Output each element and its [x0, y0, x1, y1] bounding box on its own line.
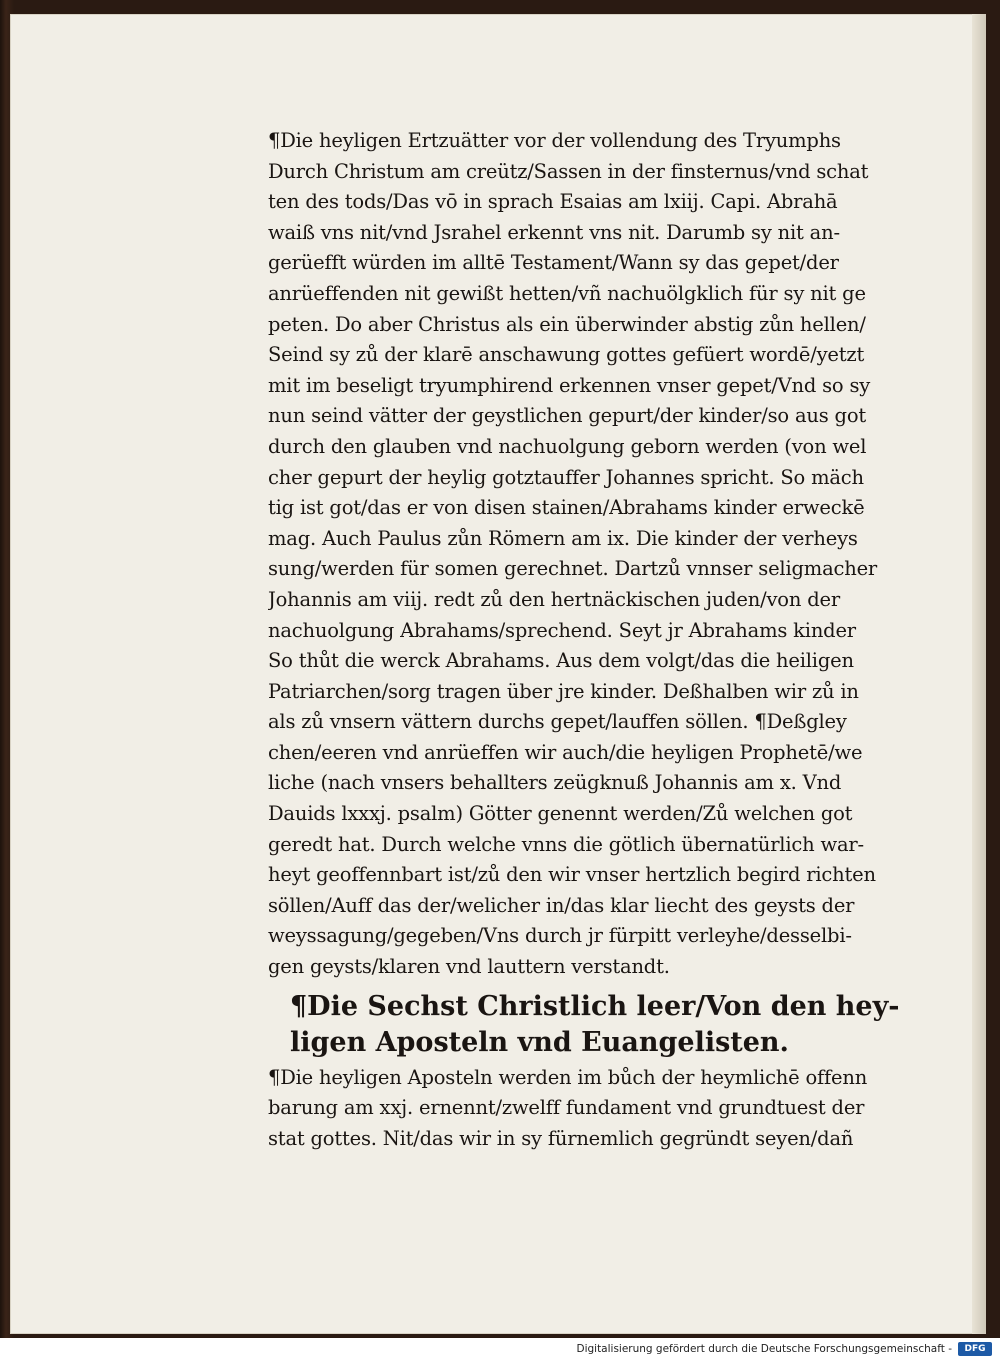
text-line: Dauids lxxxj. psalm) Götter genennt werden/Zů welchen got — [268, 802, 853, 826]
text-line: ¶Die heyligen Aposteln werden im bůch der heymlichē offenn — [268, 1065, 868, 1089]
heading-line: ligen Aposteln vnd Euangelisten. — [290, 1026, 789, 1058]
text-line: geredt hat. Durch welche vnns die götlich übernatürlich war- — [268, 832, 864, 856]
dfg-logo-icon: DFG — [958, 1342, 992, 1356]
book-page — [10, 14, 986, 1334]
text-line: waiß vns nit/vnd Jsrahel erkennt vns nit. Darumb sy nit an- — [268, 220, 840, 244]
text-line: Durch Christum am creütz/Sassen in der finsternus/vnd schat — [268, 159, 869, 183]
text-line: tig ist got/das er von disen stainen/Abrahams kinder erweckē — [268, 496, 865, 520]
text-line: gen geysts/klaren vnd lauttern verstandt. — [268, 955, 670, 979]
text-line: cher gepurt der heylig gotztauffer Johannes spricht. So mäch — [268, 465, 864, 489]
text-block — [268, 126, 958, 1154]
text-line: peten. Do aber Christus als ein überwinder abstig zůn hellen/ — [268, 312, 866, 336]
text-line: als zů vnsern vättern durchs gepet/lauffen söllen. ¶Deßgley — [268, 710, 847, 734]
paragraph-1 — [268, 126, 958, 983]
text-line: Seind sy zů der klarē anschawung gottes gefüert wordē/yetzt — [268, 343, 865, 367]
text-line: mag. Auch Paulus zůn Römern am ix. Die kinder der verheys — [268, 526, 858, 550]
text-line: Johannis am viij. redt zů den hertnäckischen juden/von der — [268, 587, 840, 611]
text-line: So thůt die werck Abrahams. Aus dem volgt/das die heiligen — [268, 649, 854, 673]
heading-line: ¶Die Sechst Christlich leer/Von den hey- — [290, 990, 900, 1022]
footer-bar — [0, 1338, 1000, 1362]
text-line: nachuolgung Abrahams/sprechend. Seyt jr Abrahams kinder — [268, 618, 856, 642]
page-edge — [972, 14, 986, 1334]
text-line: gerüefft würden im alltē Testament/Wann sy das gepet/der — [268, 251, 839, 275]
text-line: nun seind vätter der geystlichen gepurt/der kinder/so aus got — [268, 404, 867, 428]
section-heading — [290, 989, 958, 1061]
text-line: barung am xxj. ernennt/zwelff fundament vnd grundtuest der — [268, 1096, 865, 1120]
text-line: durch den glauben vnd nachuolgung geborn werden (von wel — [268, 434, 867, 458]
funding-credit: Digitalisierung gefördert durch die Deutsche Forschungsgemeinschaft - — [576, 1343, 952, 1355]
paragraph-2 — [268, 1063, 958, 1155]
text-line: heyt geoffennbart ist/zů den wir vnser hertzlich begird richten — [268, 863, 876, 887]
text-line: ten des tods/Das vō in sprach Esaias am lxiij. Capi. Abrahā — [268, 190, 838, 214]
text-line: stat gottes. Nit/das wir in sy fürnemlich gegründt seyen/dañ — [268, 1126, 854, 1150]
text-line: liche (nach vnsers behallters zeügknuß Johannis am x. Vnd — [268, 771, 842, 795]
text-line: sung/werden für somen gerechnet. Dartzů vnnser seligmacher — [268, 557, 878, 581]
text-line: anrüeffenden nit gewißt hetten/vñ nachuölgklich für sy nit ge — [268, 281, 866, 305]
text-line: söllen/Auff das der/welicher in/das klar liecht des geysts der — [268, 893, 855, 917]
text-line: ¶Die heyligen Ertzuätter vor der vollendung des Tryumphs — [268, 129, 841, 152]
text-line: mit im beseligt tryumphirend erkennen vnser gepet/Vnd so sy — [268, 373, 871, 397]
text-line: weyssagung/gegeben/Vns durch jr fürpitt verleyhe/desselbi- — [268, 924, 852, 948]
text-line: Patriarchen/sorg tragen über jre kinder. Deßhalben wir zů in — [268, 679, 859, 703]
text-line: chen/eeren vnd anrüeffen wir auch/die heyligen Prophetē/we — [268, 740, 863, 764]
